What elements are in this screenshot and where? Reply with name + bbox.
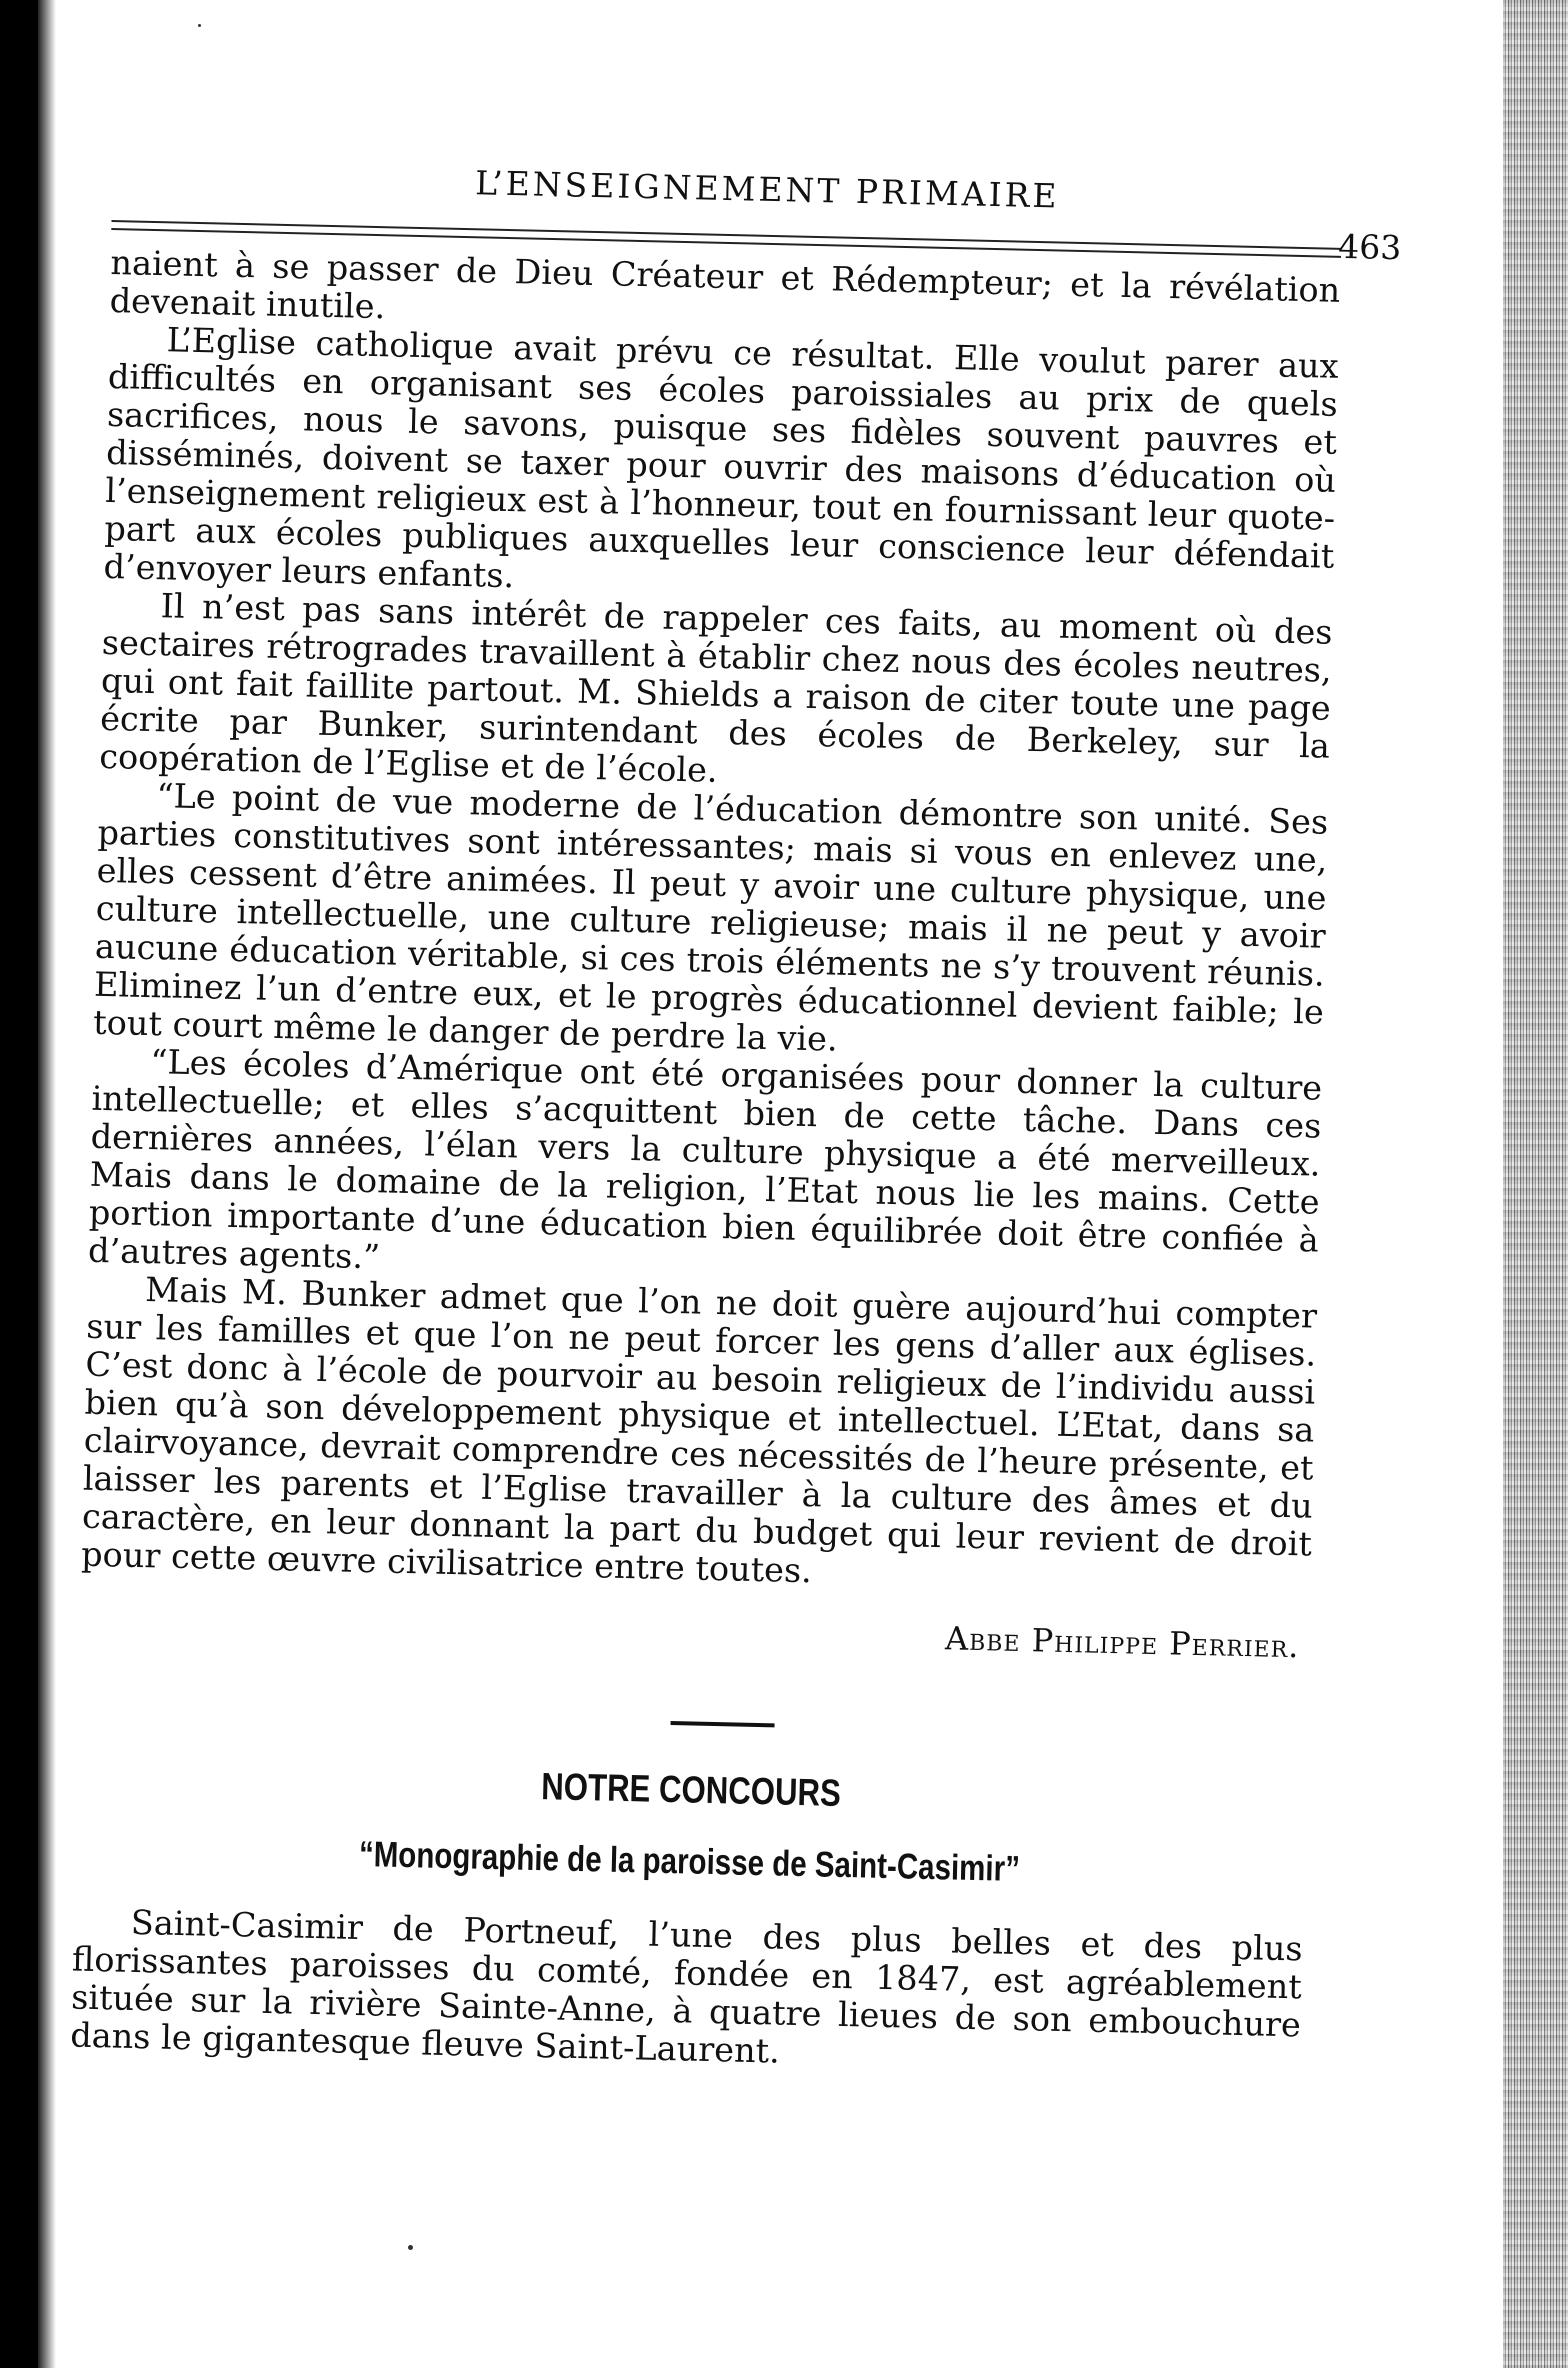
- page-content: [69, 155, 1402, 2082]
- running-head: L’ENSEIGNEMENT PRIMAIRE: [474, 163, 1060, 216]
- quote-paragraph: “Le point de vue moderne de l’éducation démontre son unité. Ses parties constitutives sont intéressantes; mais si vous en enlevez une, elles cessent d’être animées. Il peut y avoir une culture physique, une culture intellectuelle, une culture religieuse; mais il ne peut y avoir aucune éducation véritable, si ces trois éléments ne s’y trouvent réunis. Eliminez l’un d’entre eux, et le progrès éducationnel devient faible; le tout court même le danger de perdre la vie.: [92, 776, 1329, 1059]
- quote-paragraph: “Les écoles d’Amérique ont été organisées pour donner la culture intellectuelle; et elles s’acquittent bien de cette tâche. Dans ces dernières années, l’élan vers la culture physique a été merveilleux. Mais dans le domaine de la religion, l’Etat nous lie les mains. Cette portion importante d’une éducation bien équilibrée doit être confiée à d’autres agents.”: [87, 1042, 1323, 1277]
- section-title: NOTRE CONCOURS: [540, 1766, 842, 1815]
- book-spine-shadow: [0, 0, 38, 2368]
- article-body: [81, 244, 1341, 1602]
- ink-speck: [408, 2245, 413, 2250]
- ink-speck: [198, 24, 201, 27]
- paragraph: L’Eglise catholique avait prévu ce résultat. Elle voulut parer aux difficultés en organisant ses écoles paroissiales au prix de quels sacrifices, nous le savons, puisque ses fidèles souvent pauvres et disséminés, doivent se taxer pour ouvrir des maisons d’éducation où l’enseignement religieux est à l’honneur, tout en fournissant leur quote-part aux écoles publiques auxquelles leur conscience leur défendait d’envoyer leurs enfants.: [103, 320, 1339, 596]
- paragraph: naient à se passer de Dieu Créateur et Rédempteur; et la révélation devenait inutile.: [109, 242, 1341, 327]
- author-signature: Abbe Philippe Perrier.: [944, 1619, 1300, 1666]
- page-edges: [1503, 0, 1568, 2368]
- section-divider: [671, 1721, 775, 1727]
- contest-body: [70, 1903, 1303, 2083]
- paragraph: Il n’est pas sans intérêt de rappeler ces faits, au moment où des sectaires rétrogrades travaillent à établir chez nous des écoles neutres, qui ont fait faillite partout. M. Shields a raison de citer toute une page écrite par Bunker, surintendant des écoles de Berkeley, sur la coopération de l’Eglise et de l’école.: [98, 586, 1333, 790]
- book-page: [38, 0, 1503, 2368]
- paragraph: Saint-Casimir de Portneuf, l’une des plus belles et des plus florissantes paroisses du comté, fondée en 1847, est agréablement située sur la rivière Sainte-Anne, à quatre lieues de son embouchure dans le gigantesque fleuve Saint-Laurent.: [69, 1902, 1304, 2071]
- page-number: 463: [1337, 226, 1402, 268]
- paragraph: Mais M. Bunker admet que l’on ne doit guère aujourd’hui compter sur les familles et que l’on ne peut forcer les gens d’aller aux églises. C’est donc à l’école de pourvoir au besoin religieux de l’individu aussi bien qu’à son développement physique et intellectuel. L’Etat, dans sa clairvoyance, devrait comprendre ces nécessités de l’heure présente, et laisser les parents et l’Eglise travailler à la culture des âmes et du caractère, en leur donnant la part du budget qui leur revient de droit pour cette œuvre civilisatrice entre toutes.: [80, 1270, 1318, 1591]
- section-subtitle: “Monographie de la paroisse de Saint-Casimir”: [358, 1833, 1021, 1890]
